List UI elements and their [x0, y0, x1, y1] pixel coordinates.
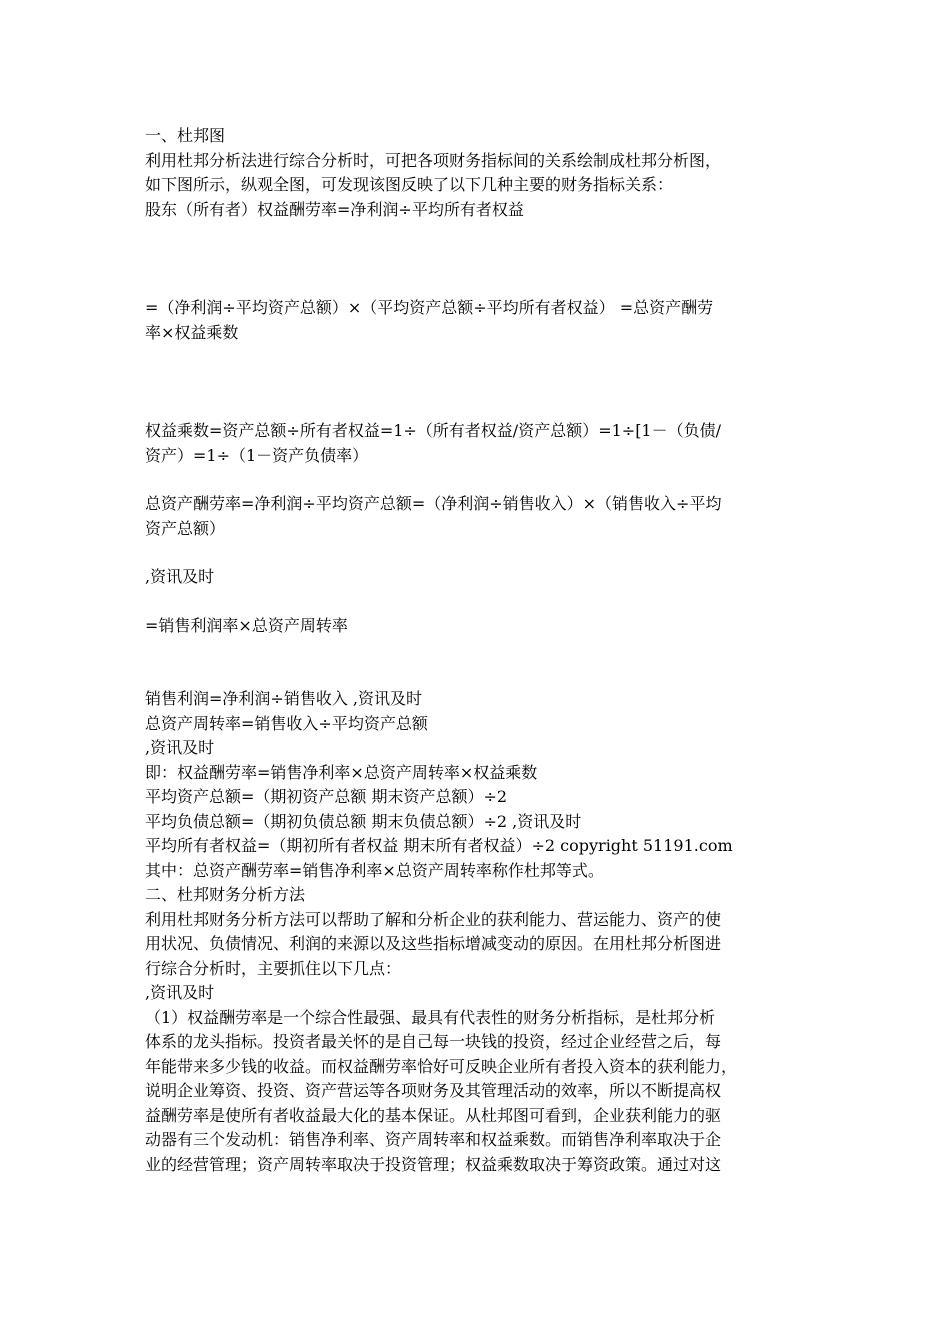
formula-line: 平均负债总额=（期初负债总额 期末负债总额）÷2 ,资讯及时 [145, 811, 582, 831]
formula-line: 股东（所有者）权益酬劳率=净利润÷平均所有者权益 [145, 199, 524, 219]
paragraph-line: 年能带来多少钱的收益。而权益酬劳率恰好可反映企业所有者投入资本的获利能力， [145, 1056, 738, 1076]
section-title: 一、杜邦图 [145, 126, 226, 145]
section-title: 二、杜邦财务分析方法 [145, 885, 306, 904]
note-line: ,资讯及时 [145, 567, 215, 586]
spacer [145, 222, 815, 296]
paragraph-line: 业的经营管理；资产周转率取决于投资管理；权益乘数取决于筹资政策。通过对这 [145, 1154, 722, 1174]
note-line: ,资讯及时 [145, 738, 215, 757]
paragraph-line: 行综合分析时，主要抓住以下几点： [145, 958, 402, 978]
paragraph-line: 如下图所示，纵观全图，可发现该图反映了以下几种主要的财务指标关系： [145, 175, 674, 194]
formula-line: 平均资产总额=（期初资产总额 期末资产总额）÷2 [145, 787, 508, 806]
formula-line: =销售利润率×总资产周转率 [145, 615, 348, 635]
formula-line: 率×权益乘数 [145, 322, 239, 342]
note-line: ,资讯及时 [145, 983, 215, 1002]
formula-line: =（净利润÷平均资产总额）×（平均资产总额÷平均所有者权益） =总资产酬劳 [145, 298, 714, 317]
formula-line: 总资产酬劳率=净利润÷平均资产总额=（净利润÷销售收入）×（销售收入÷平均 [145, 494, 722, 513]
formula-line: 平均所有者权益=（期初所有者权益 期末所有者权益）÷2 copyright 51191.com [145, 836, 733, 855]
paragraph-line: 益酬劳率是使所有者收益最大化的基本保证。从杜邦图可看到，企业获利能力的驱 [145, 1105, 722, 1125]
formula-line: 资产）=1÷（1－资产负债率） [145, 445, 369, 465]
spacer [145, 468, 815, 492]
spacer [145, 638, 815, 687]
formula-line: 权益乘数=资产总额÷所有者权益=1÷（所有者权益/资产总额）=1÷[1－（负债/ [145, 421, 722, 440]
paragraph-line: 利用杜邦分析法进行综合分析时，可把各项财务指标间的关系绘制成杜邦分析图， [145, 150, 722, 170]
paragraph-line: 利用杜邦财务分析方法可以帮助了解和分析企业的获利能力、营运能力、资产的使 [145, 909, 722, 929]
spacer [145, 590, 815, 614]
document-body [145, 124, 815, 1177]
paragraph-line: 用状况、负债情况、利润的来源以及这些指标增减变动的原因。在用杜邦分析图进 [145, 934, 722, 953]
spacer [145, 345, 815, 419]
formula-line: 其中：总资产酬劳率=销售净利率×总资产周转率称作杜邦等式。 [145, 860, 604, 880]
paragraph-line: 动器有三个发动机：销售净利率、资产周转率和权益乘数。而销售净利率取决于企 [145, 1130, 722, 1149]
paragraph-line: 体系的龙头指标。投资者最关怀的是自己每一块钱的投资，经过企业经营之后，每 [145, 1032, 722, 1051]
formula-line: 销售利润=净利润÷销售收入 ,资讯及时 [145, 689, 422, 708]
formula-line: 资产总额） [145, 518, 226, 538]
paragraph-line: 说明企业筹资、投资、资产营运等各项财务及其管理活动的效率，所以不断提高权 [145, 1081, 722, 1100]
paragraph-line: （1）权益酬劳率是一个综合性最强、最具有代表性的财务分析指标，是杜邦分析 [145, 1007, 716, 1027]
formula-line: 总资产周转率=销售收入÷平均资产总额 [145, 713, 428, 733]
formula-line: 即：权益酬劳率=销售净利率×总资产周转率×权益乘数 [145, 762, 538, 782]
spacer [145, 541, 815, 565]
